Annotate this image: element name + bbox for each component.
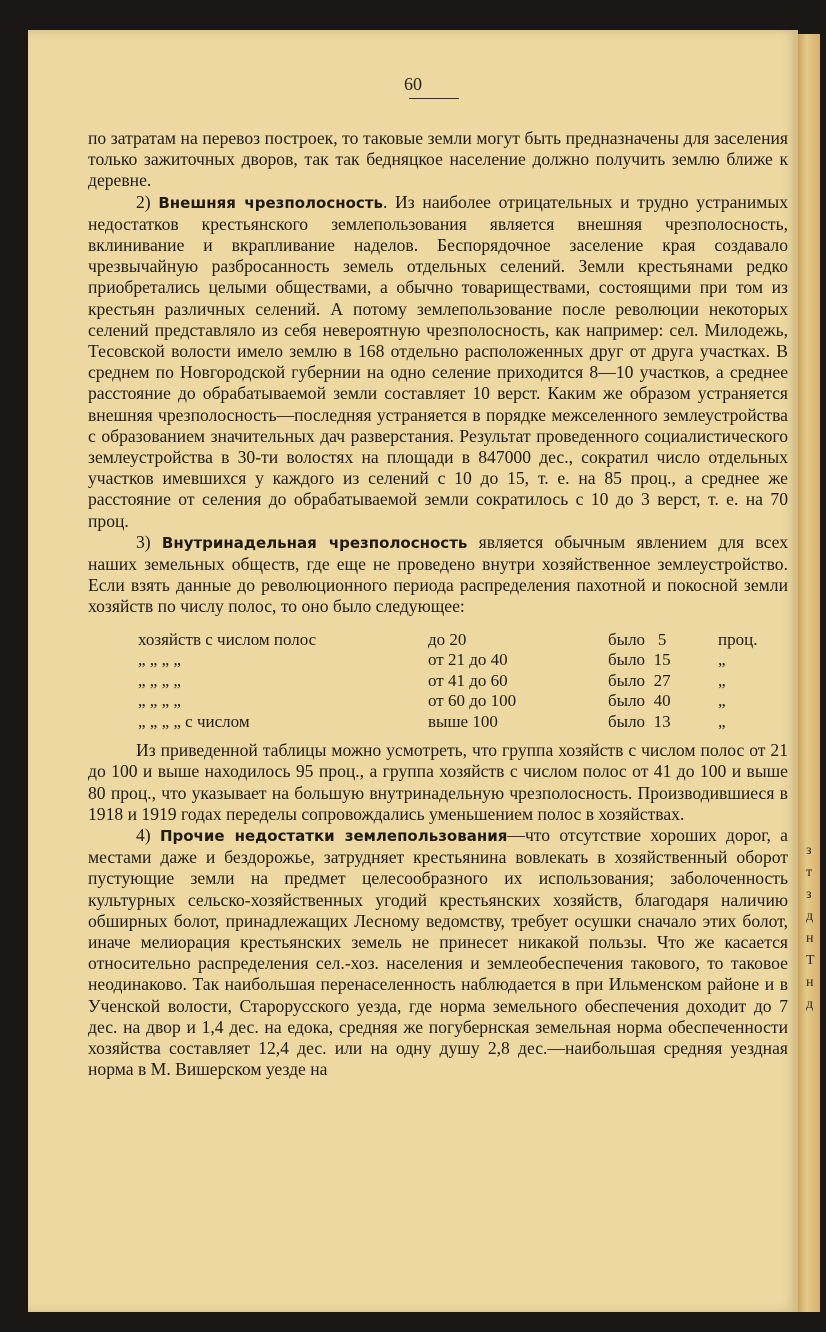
paragraph-3-heading: Внутринадельная чрезполосность xyxy=(161,533,468,552)
edge-glyph: з xyxy=(806,887,812,902)
row-was: было 27 xyxy=(608,670,671,690)
edge-glyph: н xyxy=(806,931,814,946)
paragraph-5 xyxy=(88,825,788,1080)
row-range: выше 100 xyxy=(428,711,498,731)
paragraph-2 xyxy=(88,192,788,532)
edge-glyph: д xyxy=(806,997,814,1012)
strip-distribution-table xyxy=(88,630,778,733)
row-unit: „ xyxy=(718,711,726,731)
page-number-rule xyxy=(409,98,459,99)
table-row xyxy=(88,712,778,733)
paragraph-1: по затратам на перевоз построек, то таковые земли могут быть предназначены для заселения только зажиточных дворов, так так бедняцкое население должно получить землю ближе к деревне. xyxy=(88,128,788,191)
paragraph-2-body: . Из наиболее отрицательных и трудно устранимых недостатков крестьянского землепользования является внешняя чрезполосность, вклинивание и вкрапливание наделов. Беспорядочное заселение края создавало чрезвычайную разбросанность земель отдельных селений. Земли крестьянами редко приобретались целыми обществами, а обычно товариществами, состоящими при том из крестьян различных селений. А потому землепользование после революции некоторых селений представляло из себя невероятную чрезполосность, как например: сел. Милодежь, Тесовской волости имело землю в 168 отдельно расположенных друг от друга участках. В среднем по Новгородской губернии на одно селение приходится 8—10 участков, а среднее расстояние до обрабатываемой земли составляет 10 верст. Каким же образом устраняется внешняя чрезполосность—последняя устраняется в порядке межселенного землеустройства с образованием значительных дач разверстания. Результат проведенного социалистического землеустройства в 30-ти волостях на площади в 847000 дес., сократил число отдельных участков имевшихся у каждого из селений с 10 до 15, т. е. на 85 проц., а среднее же расстояние от селения до обрабатываемой земли сократилось с 10 до 3 верст, т. е. на 70 проц. xyxy=(88,191,789,531)
paragraph-3-number: 3) xyxy=(136,531,151,552)
row-was: было 5 xyxy=(608,629,667,649)
paragraph-5-heading: Прочие недостатки землепользования xyxy=(159,826,508,845)
page-body xyxy=(88,128,788,1080)
paragraph-5-body: —что отсутствие хороших дорог, а местами даже и бездорожье, затрудняет крестьянина вовлекать в хозяйственный оборот пустующие земли на предмет целесообразного их использования; заболоченность культурных сельско-хозяйственных угодий крестьянских хозяйств, благодаря наличию обширных болот, принадлежащих Лесному ведомству, требует осушки сначало этих болот, иначе мелиорация крестьянских земель не принесет никакой пользы. Что же касается относительно распределения сел.-хоз. населения и землеобеспечения такового, то таковое неодинаково. Так наибольшая перенаселенность наблюдается в при Ильменском районе и в Ученской волости, Старорусского уезда, где норма земельного обеспечения доходит до 7 дес. на двор и 1,4 дес. на едока, средняя же погубернская земельная норма обеспеченности хозяйства составляет 12,4 дес. или на одну душу 2,8 дес.—наибольшая средняя уездная норма в М. Вишерском уезде на xyxy=(88,824,788,1080)
row-was: было 40 xyxy=(608,691,671,711)
row-label: „ „ „ „ с числом xyxy=(138,711,250,731)
edge-glyph: н xyxy=(806,975,814,990)
row-label: „ „ „ „ xyxy=(138,670,181,690)
paragraph-3 xyxy=(88,532,788,618)
paragraph-3-body: является обычным явлением для всех наших земельных обществ, где еще не проведено внутри хозяйственное землеустройство. Если взять данные до революционного периода распределения пахотной и покосной земли хозяйств по числу полос, то оно было следующее: xyxy=(88,531,788,617)
row-range: от 41 до 60 xyxy=(428,670,508,690)
row-label: „ „ „ „ xyxy=(138,650,181,670)
table-row xyxy=(88,671,778,692)
row-unit: „ xyxy=(718,670,726,690)
book-page xyxy=(28,30,798,1312)
edge-glyph: Т xyxy=(806,953,815,968)
table-row xyxy=(88,630,778,651)
row-unit: „ xyxy=(718,650,726,670)
paragraph-4: Из приведенной таблицы можно усмотреть, что группа хозяйств с числом полос от 21 до 100 и выше находилось 95 проц., а группа хозяйств с числом полос от 41 до 100 и выше 80 проц., что указывает на большую внутринадельную чрезполосность. Производившиеся в 1918 и 1919 годах переделы сопровождались уменьшением полос в хозяйствах. xyxy=(88,740,788,824)
paragraph-2-number: 2) xyxy=(136,191,151,212)
page-number: 60 xyxy=(404,74,422,94)
row-range: от 60 до 100 xyxy=(428,691,517,711)
row-label: хозяйств с числом полос xyxy=(138,629,317,649)
edge-glyph: т xyxy=(806,865,813,880)
edge-glyph: д xyxy=(806,909,814,924)
table-row xyxy=(88,691,778,712)
row-label: „ „ „ „ xyxy=(138,691,181,711)
paragraph-2-heading: Внешняя чрезполосность xyxy=(158,193,383,212)
row-range: до 20 xyxy=(428,629,467,649)
row-unit: „ xyxy=(718,691,726,711)
next-page-edge-glyphs xyxy=(806,840,820,1260)
row-range: от 21 до 40 xyxy=(428,650,508,670)
row-was: было 13 xyxy=(608,711,671,731)
row-unit: проц. xyxy=(718,629,758,649)
paragraph-5-number: 4) xyxy=(136,824,151,845)
edge-glyph: з xyxy=(806,843,812,858)
table-row xyxy=(88,650,778,671)
row-was: было 15 xyxy=(608,650,671,670)
